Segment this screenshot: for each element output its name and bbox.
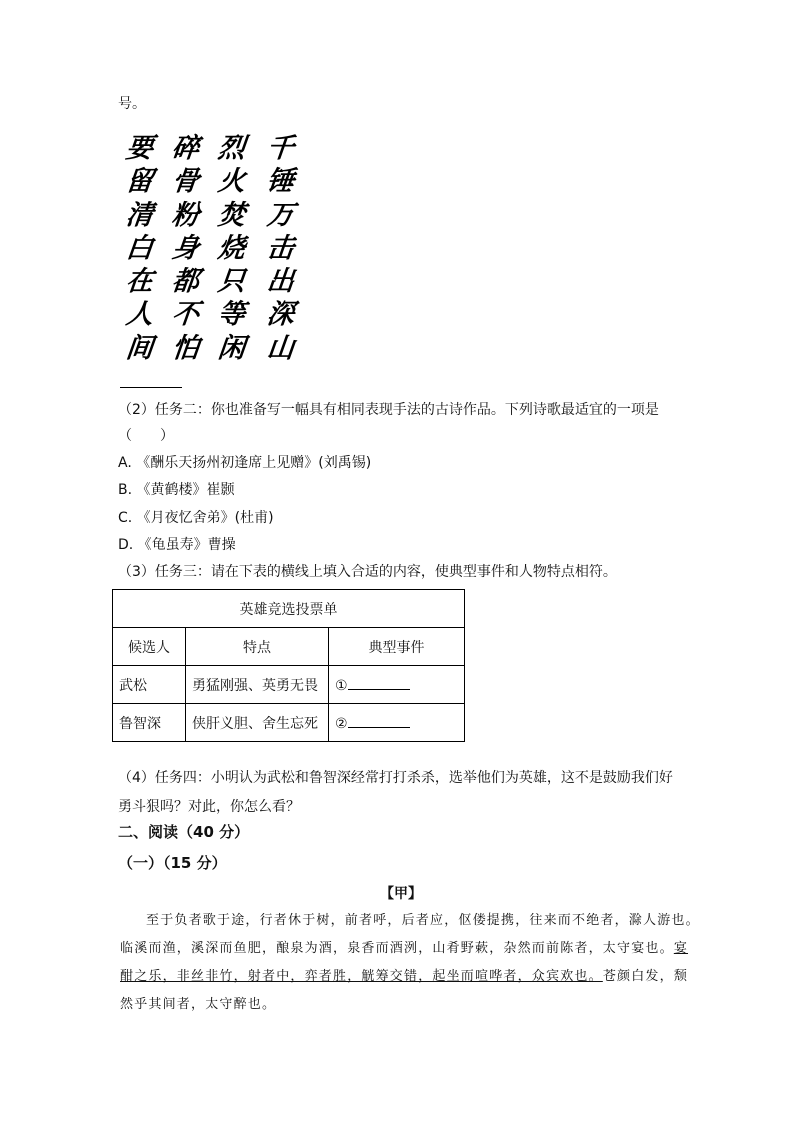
table-row: [113, 666, 465, 704]
q4-text: [118, 764, 673, 822]
calligraphy-char: 火: [215, 166, 247, 198]
q2-option-c: C. 《月夜忆舍弟》(杜甫): [118, 510, 274, 526]
calligraphy-char: 焚: [215, 199, 247, 231]
answer-blank[interactable]: [348, 675, 410, 690]
calligraphy-char: 击: [264, 232, 296, 264]
calligraphy-char: 万: [264, 199, 296, 231]
calligraphy-column-4: [121, 132, 157, 365]
q2-paren: （ ）: [118, 428, 174, 444]
cell-event: [329, 704, 465, 742]
q4-line-1: （4）任务四：小明认为武松和鲁智深经常打打杀杀，选举他们为英雄，这不是鼓励我们好: [118, 770, 673, 786]
calligraphy-char: 要: [123, 133, 155, 164]
calligraphy-char: 烈: [215, 133, 247, 164]
cell-event: [329, 666, 465, 704]
cell-trait: 侠肝义胆、舍生忘死: [186, 704, 329, 742]
calligraphy-char: 怕: [169, 332, 201, 364]
header-event: 典型事件: [329, 628, 465, 666]
calligraphy-char: 深: [264, 299, 296, 331]
table-header-row: [113, 628, 465, 666]
calligraphy-char: 不: [169, 299, 201, 331]
calligraphy-char: 烧: [215, 232, 247, 264]
underlined-fragment: 宴: [673, 941, 689, 956]
calligraphy-char: 碎: [169, 133, 201, 164]
passage-line-4: 然乎其间者，太守醉也。: [120, 997, 277, 1012]
calligraphy-char: 锤: [264, 166, 296, 198]
calligraphy-char: 身: [169, 232, 201, 264]
calligraphy-char: 在: [123, 266, 155, 298]
passage-line-2: [120, 939, 688, 959]
passage-title: 【甲】: [380, 886, 422, 902]
q4-line-2: 勇斗狠吗？对此，你怎么看？: [118, 799, 300, 815]
header-candidate: 候选人: [113, 628, 186, 666]
cell-trait: 勇猛刚强、英勇无畏: [186, 666, 329, 704]
calligraphy-char: 清: [123, 199, 155, 231]
calligraphy-char: 留: [123, 166, 155, 198]
q2-option-a: A. 《酬乐天扬州初逢席上见赠》(刘禹锡): [118, 455, 372, 471]
table-row: [113, 704, 465, 742]
calligraphy-char: 山: [264, 332, 296, 364]
answer-blank[interactable]: [348, 713, 410, 728]
q2-option-b: B. 《黄鹤楼》崔颢: [118, 482, 235, 498]
table-title-row: [113, 590, 465, 628]
calligraphy-column-2: [213, 132, 249, 365]
calligraphy-char: 间: [123, 332, 155, 364]
passage-line-3-tail: 苍颜白发，颓: [602, 969, 689, 984]
q2-stem: （2）任务二：你也准备写一幅具有相同表现手法的古诗作品。下列诗歌最适宜的一项是: [118, 402, 659, 418]
calligraphy-column-3: [167, 132, 203, 365]
calligraphy-char: 闲: [215, 332, 247, 364]
underlined-sentence: 酣之乐，非丝非竹，射者中，弈者胜，觥筹交错，起坐而喧哗者，众宾欢也。: [120, 969, 603, 984]
blank-marker: ②: [335, 716, 348, 732]
answer-blank-line: [120, 387, 182, 388]
blank-marker: ①: [335, 678, 348, 694]
calligraphy-char: 只: [215, 266, 247, 298]
section-heading: 二、阅读（40 分）: [118, 823, 250, 841]
passage-line-1: 至于负者歌于途，行者休于树，前者呼，后者应，伛偻提携，往来而不绝者，滁人游也。: [146, 913, 700, 928]
cell-candidate: 武松: [113, 666, 186, 704]
calligraphy-char: 骨: [169, 166, 201, 198]
calligraphy-char: 等: [215, 299, 247, 331]
passage-line-2-text: 临溪而渔，溪深而鱼肥，酿泉为酒，泉香而酒洌，山肴野蔌，杂然而前陈者，太守宴也。: [120, 941, 674, 956]
calligraphy-char: 白: [123, 232, 155, 264]
header-trait: 特点: [186, 628, 329, 666]
passage-line-3: [120, 967, 688, 987]
calligraphy-column-1: [262, 132, 298, 365]
calligraphy-char: 千: [264, 133, 296, 164]
q3-stem: （3）任务三：请在下表的横线上填入合适的内容，使典型事件和人物特点相符。: [118, 564, 617, 580]
calligraphy-char: 出: [264, 266, 296, 298]
vote-table: [112, 589, 465, 742]
cell-candidate: 鲁智深: [113, 704, 186, 742]
table-title: 英雄竞选投票单: [113, 590, 465, 628]
text-fragment: 号。: [118, 96, 146, 112]
calligraphy-char: 都: [169, 266, 201, 298]
calligraphy-char: 人: [123, 299, 155, 331]
subsection-heading: （一）（15 分）: [118, 854, 227, 872]
q2-option-d: D. 《龟虽寿》曹操: [118, 537, 236, 553]
calligraphy-char: 粉: [169, 199, 201, 231]
